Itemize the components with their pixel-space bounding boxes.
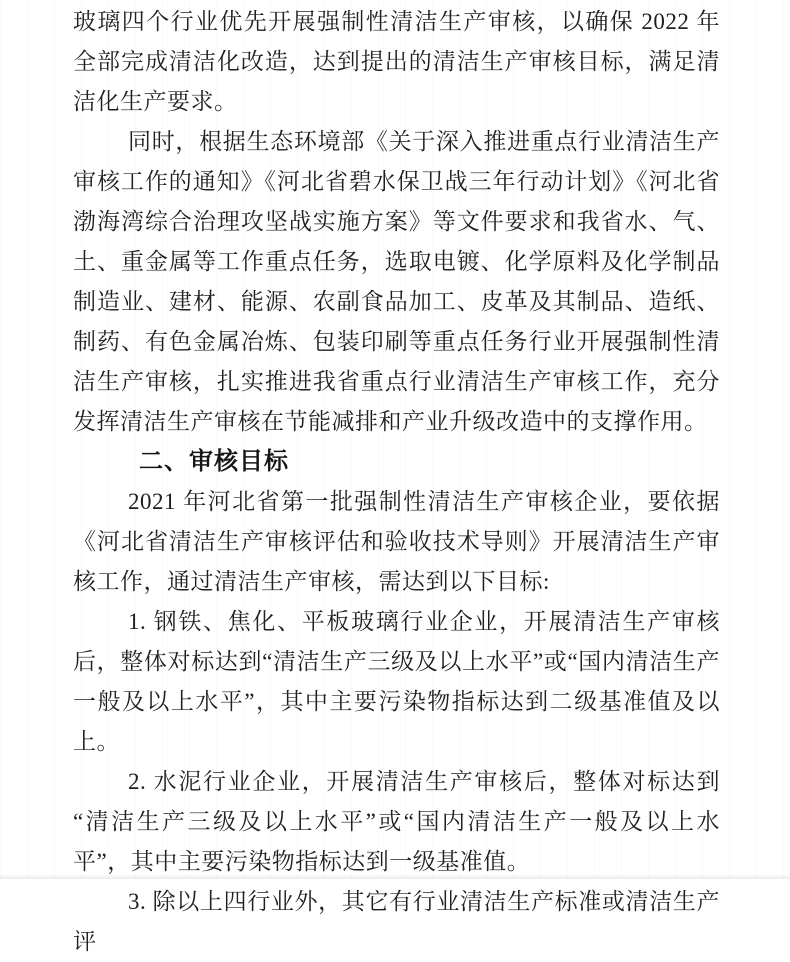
- paragraph: 2021 年河北省第一批强制性清洁生产审核企业，要依据《河北省清洁生产审核评估和验收技术导则》开展清洁生产审核工作，通过清洁生产审核，需达到以下目标:: [73, 489, 720, 594]
- numbered-item-1: 1. 钢铁、焦化、平板玻璃行业企业，开展清洁生产审核后，整体对标达到“清洁生产三级及以上水平”或“国内清洁生产一般及以上水平”，其中主要污染物指标达到二级基准值及以上。: [73, 609, 720, 754]
- numbered-item-2: 2. 水泥行业企业，开展清洁生产审核后，整体对标达到“清洁生产三级及以上水平”或“国内清洁生产一般及以上水平”，其中主要污染物指标达到一级基准值。: [73, 769, 720, 874]
- page-bottom-edge: [0, 875, 790, 879]
- paragraph: 同时，根据生态环境部《关于深入推进重点行业清洁生产审核工作的通知》《河北省碧水保卫战三年行动计划》《河北省渤海湾综合治理攻坚战实施方案》等文件要求和我省水、气、土、重金属等工作重点任务，选取电镀、化学原料及化学制品制造业、建材、能源、农副食品加工、皮革及其制品、造纸、制药、有色金属冶炼、包装印刷等重点任务行业开展强制性清洁生产审核，扎实推进我省重点行业清洁生产审核工作，充分发挥清洁生产审核在节能减排和产业升级改造中的支撑作用。: [73, 129, 720, 434]
- paragraph-continuation: 玻璃四个行业优先开展强制性清洁生产审核，以确保 2022 年全部完成清洁化改造，达到提出的清洁生产审核目标，满足清洁化生产要求。: [73, 9, 720, 114]
- numbered-item-3: 3. 除以上四行业外，其它有行业清洁生产标准或清洁生产评: [73, 889, 720, 954]
- section-heading: 二、审核目标: [139, 448, 289, 475]
